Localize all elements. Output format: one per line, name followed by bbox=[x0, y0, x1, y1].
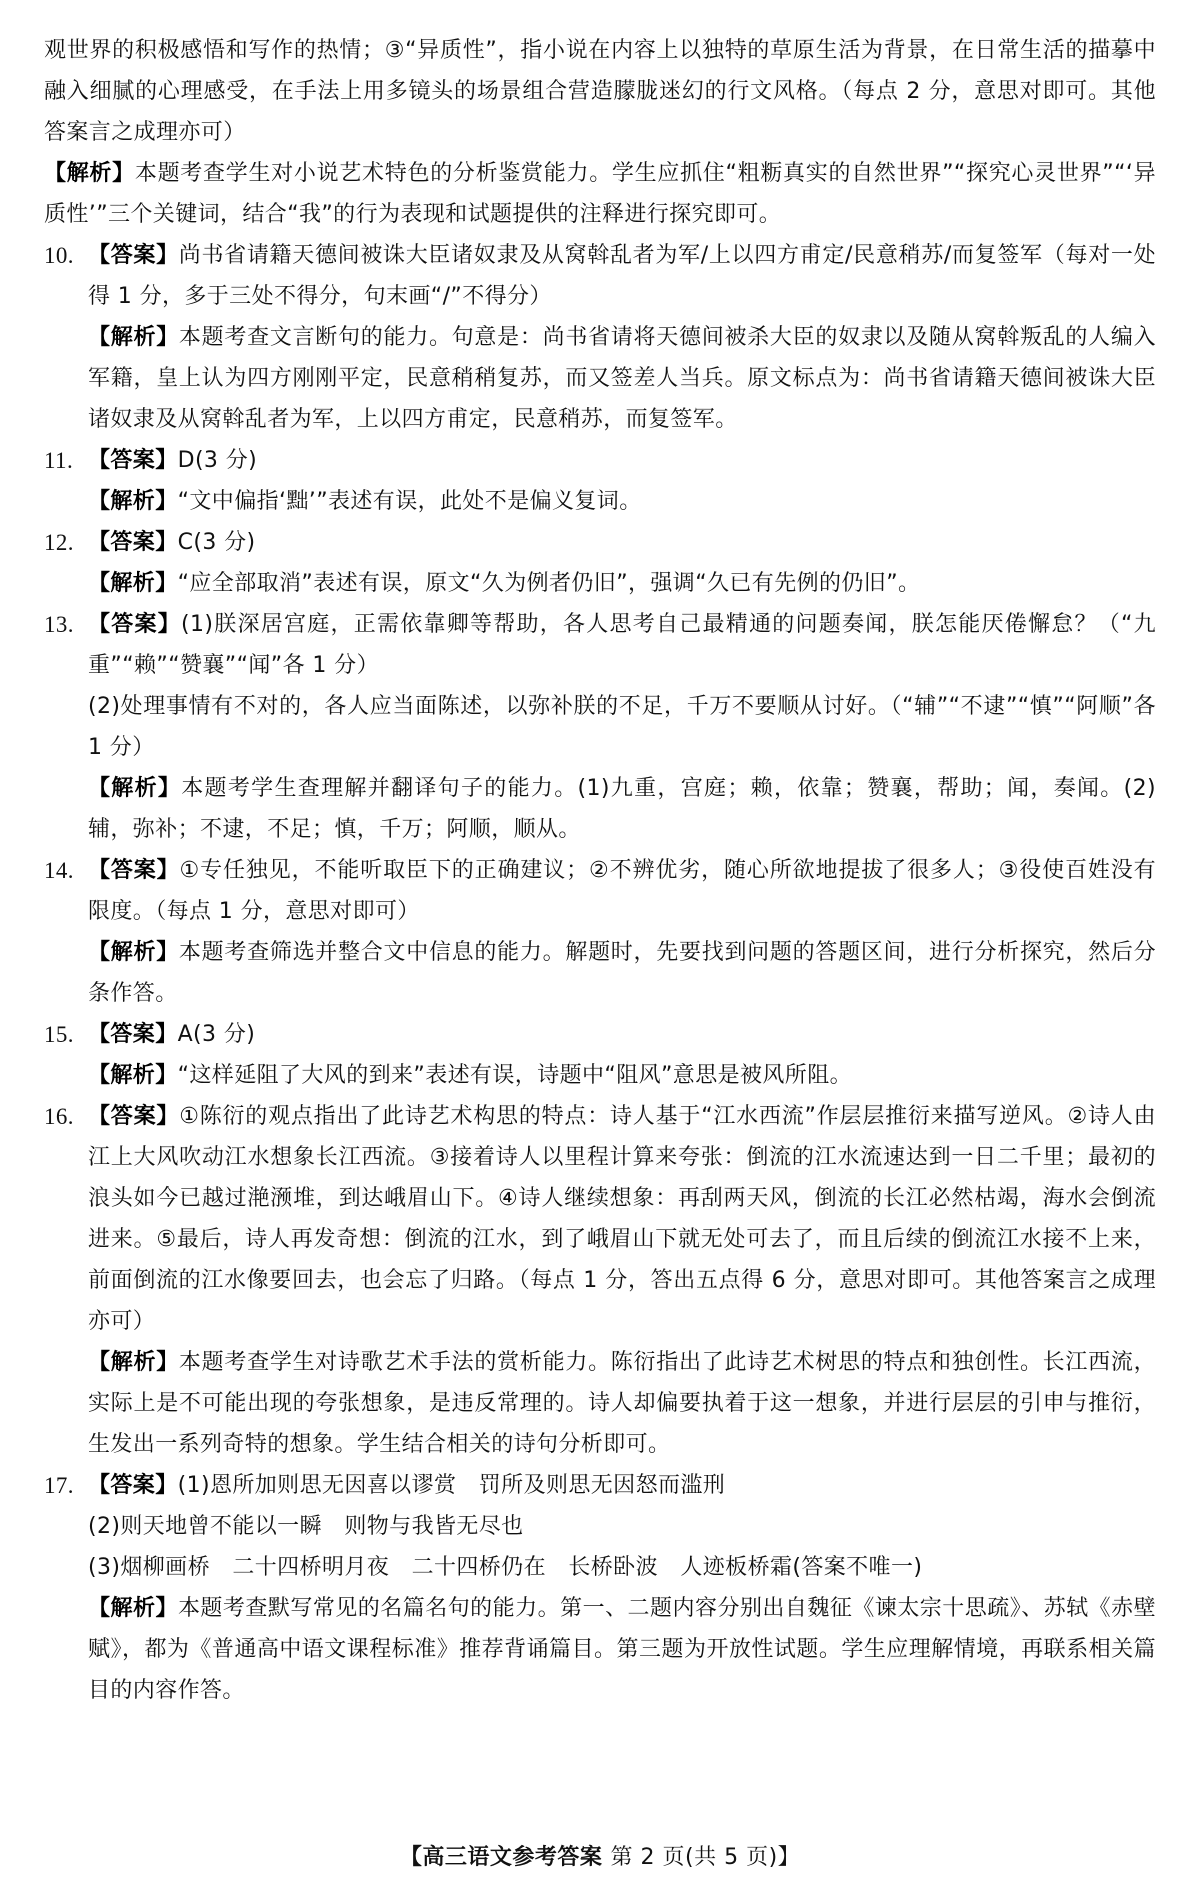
analysis-text: 本题考查筛选并整合文中信息的能力。解题时，先要找到问题的答题区间，进行分析探究，然后分条作答。 bbox=[88, 940, 1156, 1006]
analysis-text: 本题考查学生对小说艺术特色的分析鉴赏能力。学生应抓住“粗粝真实的自然世界”“探究心灵世界”“‘异质性’”三个关键词，结合“我”的行为表现和试题提供的注释进行探究即可。 bbox=[44, 161, 1156, 227]
question-number: 13. bbox=[44, 612, 74, 637]
answer-paragraph bbox=[88, 604, 1156, 686]
question-item-14 bbox=[44, 850, 1156, 1014]
answer-label: 【答案】 bbox=[88, 1022, 178, 1047]
answer-text: C(3 分) bbox=[177, 530, 256, 555]
answer-paragraph bbox=[88, 1465, 1156, 1506]
analysis-text: “文中偏指‘黜’”表述有误，此处不是偏义复词。 bbox=[177, 489, 642, 514]
answer-paragraph-2: (2)处理事情有不对的，各人应当面陈述，以弥补朕的不足，千万不要顺从讨好。（“辅”“不逮”“慎”“阿顺”各 1 分） bbox=[88, 694, 1156, 760]
analysis-label: 【解析】 bbox=[88, 1596, 178, 1621]
continued-answer-paragraph: 观世界的积极感悟和写作的热情；③“异质性”，指小说在内容上以独特的草原生活为背景，在日常生活的描摹中融入细腻的心理感受，在手法上用多镜头的场景组合营造朦胧迷幻的行文风格。（每点 2 分，意思对即可。其他答案言之成理亦可） bbox=[44, 38, 1156, 145]
answer-paragraph bbox=[88, 1014, 1156, 1055]
analysis-text: 本题考查文言断句的能力。句意是：尚书省请将天德间被杀大臣的奴隶以及随从窝斡叛乱的人编入军籍，皇上认为四方刚刚平定，民意稍稍复苏，而又签差人当兵。原文标点为：尚书省请籍天德间被诛大臣诸奴隶及从窝斡乱者为军，上以四方甫定，民意稍苏，而复签军。 bbox=[88, 325, 1156, 432]
footer-page-number: 第 2 页(共 5 页)】 bbox=[610, 1845, 801, 1870]
analysis-label: 【解析】 bbox=[88, 1350, 179, 1375]
answer-text: (1)恩所加则思无因喜以谬赏 罚所及则思无因怒而滥刑 bbox=[177, 1473, 726, 1498]
answer-paragraph bbox=[88, 235, 1156, 317]
analysis-text: “这样延阻了大风的到来”表述有误，诗题中“阻风”意思是被风所阻。 bbox=[177, 1063, 853, 1088]
page-footer bbox=[0, 1840, 1200, 1871]
analysis-text: 本题考查学生对诗歌艺术手法的赏析能力。陈衍指出了此诗艺术树思的特点和独创性。长江西流，实际上是不可能出现的夸张想象，是违反常理的。诗人却偏要执着于这一想象，并进行层层的引申与推衍，生发出一系列奇特的想象。学生结合相关的诗句分析即可。 bbox=[88, 1350, 1156, 1457]
analysis-label: 【解析】 bbox=[88, 489, 178, 514]
answer-label: 【答案】 bbox=[88, 448, 178, 473]
answer-text: ①陈衍的观点指出了此诗艺术构思的特点：诗人基于“江水西流”作层层推衍来描写逆风。②诗人由江上大风吹动江水想象长江西流。③接着诗人以里程计算来夸张：倒流的江水流速达到一日二千里；最初的浪头如今已越过滟滪堆，到达峨眉山下。④诗人继续想象：再刮两天风，倒流的长江必然枯竭，海水会倒流进来。⑤最后，诗人再发奇想：倒流的江水，到了峨眉山下就无处可去了，而且后续的倒流江水接不上来，前面倒流的江水像要回去，也会忘了归路。（每点 1 分，答出五点得 6 分，意思对即可。其他答案言之成理亦可） bbox=[88, 1104, 1156, 1334]
question-number: 15. bbox=[44, 1022, 74, 1047]
answer-text: 尚书省请籍天德间被诛大臣诸奴隶及从窝斡乱者为军/上以四方甫定/民意稍苏/而复签军（每对一处得 1 分，多于三处不得分，句末画“/”不得分） bbox=[88, 243, 1156, 309]
analysis-label: 【解析】 bbox=[88, 325, 179, 350]
analysis-paragraph bbox=[88, 768, 1156, 850]
answer-paragraph bbox=[88, 440, 1156, 481]
analysis-text: “应全部取消”表述有误，原文“久为例者仍旧”，强调“久已有先例的仍旧”。 bbox=[177, 571, 921, 596]
question-item-11 bbox=[44, 440, 1156, 522]
analysis-label: 【解析】 bbox=[88, 776, 182, 801]
question-number: 12. bbox=[44, 530, 74, 555]
analysis-label: 【解析】 bbox=[88, 1063, 178, 1088]
answer-text: ①专任独见，不能听取臣下的正确建议；②不辨优劣，随心所欲地提拔了很多人；③役使百姓没有限度。（每点 1 分，意思对即可） bbox=[88, 858, 1156, 924]
answer-label: 【答案】 bbox=[88, 1473, 178, 1498]
answer-content bbox=[44, 30, 1156, 1711]
answer-label: 【答案】 bbox=[88, 1104, 180, 1129]
question-item-13 bbox=[44, 604, 1156, 850]
answer-text: A(3 分) bbox=[177, 1022, 256, 1047]
question-number: 16. bbox=[44, 1104, 74, 1129]
answer-paragraph bbox=[88, 850, 1156, 932]
answer-paragraph bbox=[88, 522, 1156, 563]
question-item-16 bbox=[44, 1096, 1156, 1465]
analysis-paragraph bbox=[88, 1342, 1156, 1465]
analysis-text: 本题考学生查理解并翻译句子的能力。(1)九重，宫庭；赖，依靠；赞襄，帮助；闻，奏闻。(2)辅，弥补；不逮，不足；慎，千万；阿顺，顺从。 bbox=[88, 776, 1156, 842]
analysis-paragraph bbox=[44, 153, 1156, 235]
footer-title: 【高三语文参考答案 bbox=[399, 1845, 603, 1870]
answer-label: 【答案】 bbox=[88, 858, 180, 883]
analysis-paragraph bbox=[88, 932, 1156, 1014]
answer-paragraph-3: (3)烟柳画桥 二十四桥明月夜 二十四桥仍在 长桥卧波 人迹板桥霜(答案不唯一) bbox=[88, 1555, 923, 1580]
answer-label: 【答案】 bbox=[88, 243, 179, 268]
question-number: 11. bbox=[44, 448, 74, 473]
analysis-paragraph bbox=[88, 1055, 1156, 1096]
analysis-label: 【解析】 bbox=[44, 161, 135, 186]
question-item-10 bbox=[44, 235, 1156, 440]
question-item-15 bbox=[44, 1014, 1156, 1096]
answer-label: 【答案】 bbox=[88, 612, 181, 637]
analysis-paragraph bbox=[88, 317, 1156, 440]
analysis-paragraph bbox=[88, 1588, 1156, 1711]
analysis-text: 本题考查默写常见的名篇名句的能力。第一、二题内容分别出自魏征《谏太宗十思疏》、苏轼《赤壁赋》，都为《普通高中语文课程标准》推荐背诵篇目。第三题为开放性试题。学生应理解情境，再联系相关篇目的内容作答。 bbox=[88, 1596, 1157, 1703]
analysis-label: 【解析】 bbox=[88, 940, 179, 965]
question-item-17 bbox=[44, 1465, 1156, 1711]
analysis-paragraph bbox=[88, 481, 1156, 522]
question-number: 14. bbox=[44, 858, 74, 883]
answer-text: (1)朕深居宫庭，正需依靠卿等帮助，各人思考自己最精通的问题奏闻，朕怎能厌倦懈怠？（“九重”“赖”“赞襄”“闻”各 1 分） bbox=[88, 612, 1156, 678]
analysis-paragraph bbox=[88, 563, 1156, 604]
question-number: 10. bbox=[44, 243, 74, 268]
answer-paragraph-2: (2)则天地曾不能以一瞬 则物与我皆无尽也 bbox=[88, 1514, 524, 1539]
answer-paragraph bbox=[88, 1096, 1156, 1342]
analysis-label: 【解析】 bbox=[88, 571, 178, 596]
question-item-12 bbox=[44, 522, 1156, 604]
answer-text: D(3 分) bbox=[177, 448, 258, 473]
answer-label: 【答案】 bbox=[88, 530, 178, 555]
question-number: 17. bbox=[44, 1473, 74, 1498]
